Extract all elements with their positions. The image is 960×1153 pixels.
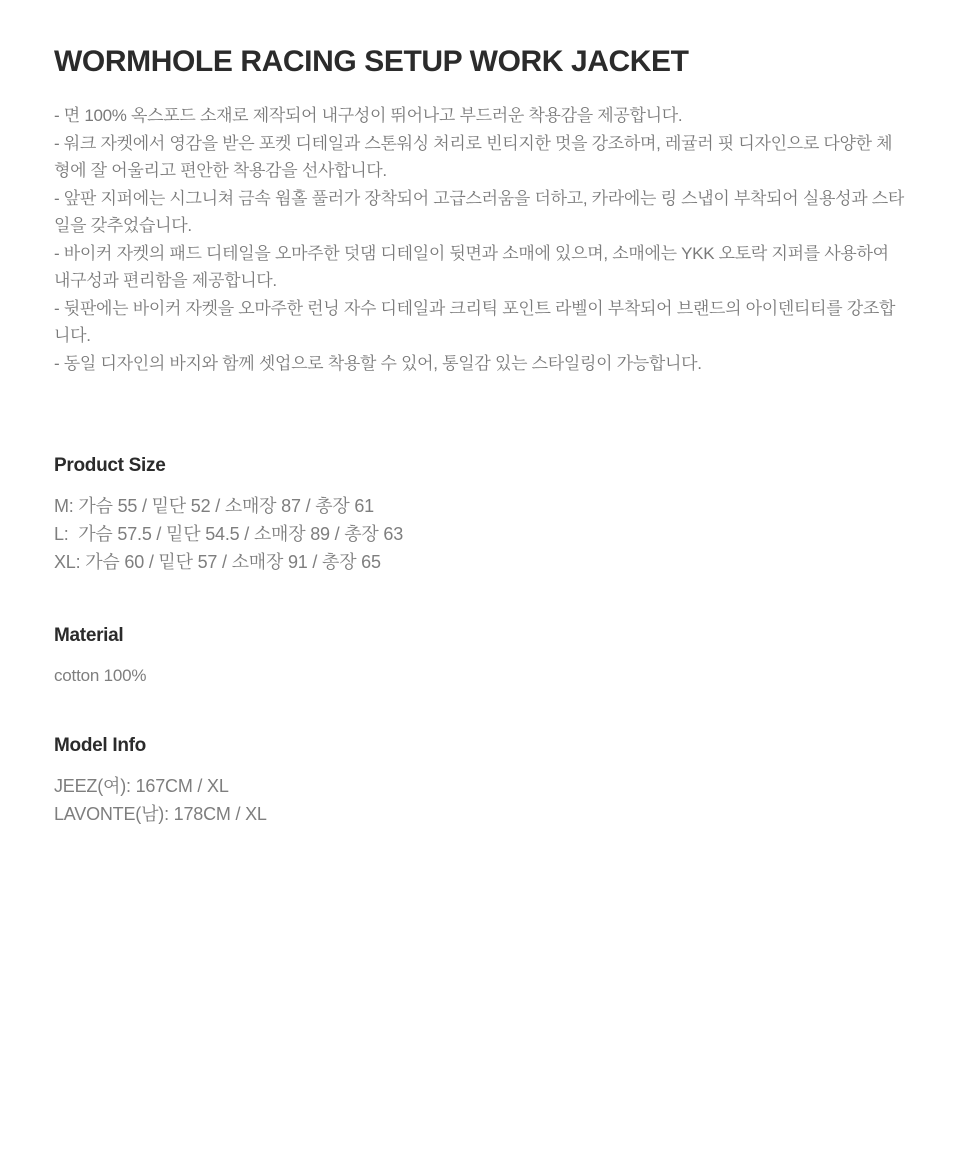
description-line: - 동일 디자인의 바지와 함께 셋업으로 착용할 수 있어, 통일감 있는 스타일링이 가능합니다.: [54, 353, 702, 373]
spacer: [54, 577, 906, 625]
material-row: cotton 100%: [54, 665, 147, 685]
product-size-list: [54, 493, 906, 577]
size-row: L: 가슴 57.5 / 밑단 54.5 / 소매장 89 / 총장 63: [54, 524, 404, 545]
description-line: - 뒷판에는 바이커 자켓을 오마주한 런닝 자수 디테일과 크리틱 포인트 라벨이 부착되어 브랜드의 아이덴티티를 강조합니다.: [54, 298, 896, 346]
model-row: LAVONTE(남): 178CM / XL: [54, 804, 267, 825]
size-row: M: 가슴 55 / 밑단 52 / 소매장 87 / 총장 61: [54, 496, 374, 517]
material-section: [54, 625, 906, 689]
model-info-section: [54, 735, 906, 829]
description-line: - 워크 자켓에서 영감을 받은 포켓 디테일과 스톤워싱 처리로 빈티지한 멋을 강조하며, 레귤러 핏 디자인으로 다양한 체형에 잘 어울리고 편안한 착용감을 선사합니다.: [54, 133, 893, 181]
product-size-section: [54, 455, 906, 577]
page-title: WORMHOLE RACING SETUP WORK JACKET: [54, 45, 689, 78]
spacer: [54, 377, 906, 455]
product-size-heading: Product Size: [54, 455, 166, 477]
spacer: [54, 689, 906, 735]
model-row: JEEZ(여): 167CM / XL: [54, 776, 229, 797]
model-info-heading: Model Info: [54, 735, 146, 757]
description-line: - 앞판 지퍼에는 시그니쳐 금속 웜홀 풀러가 장착되어 고급스러움을 더하고, 카라에는 링 스냅이 부착되어 실용성과 스타일을 갖추었습니다.: [54, 188, 904, 236]
description-line: - 면 100% 옥스포드 소재로 제작되어 내구성이 뛰어나고 부드러운 착용감을 제공합니다.: [54, 106, 683, 125]
model-info-list: [54, 773, 906, 829]
material-heading: Material: [54, 624, 124, 646]
product-description-list: [54, 102, 906, 377]
description-line: - 바이커 자켓의 패드 디테일을 오마주한 덧댐 디테일이 뒷면과 소매에 있으며, 소매에는 YKK 오토락 지퍼를 사용하여 내구성과 편리함을 제공합니다.: [54, 243, 889, 291]
material-list: [54, 663, 906, 689]
size-row: XL: 가슴 60 / 밑단 57 / 소매장 91 / 총장 65: [54, 552, 381, 573]
